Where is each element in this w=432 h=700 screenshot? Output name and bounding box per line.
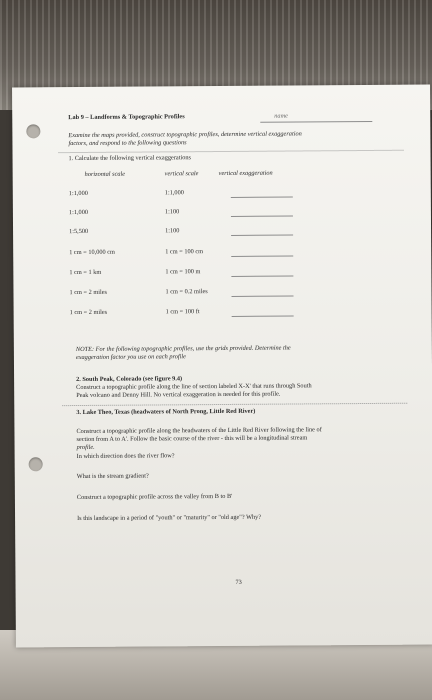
row-5-vertical: 1 cm = 100 m <box>165 268 201 276</box>
row-4-horizontal: 1 cm = 10,000 cm <box>69 248 115 257</box>
row-2-horizontal: 1:1,000 <box>68 208 89 217</box>
row-4-vertical: 1 cm = 100 cm <box>165 248 204 256</box>
q3-line-2: section from A to A'. Follow the basic course of the river - this will be a longitudinal stream <box>76 434 308 444</box>
intro-line-2: factors, and respond to the following questions <box>68 139 187 148</box>
page-number: 73 <box>235 578 242 586</box>
row-3-horizontal: 1:5,500 <box>69 227 89 236</box>
q3-gradient-question: What is the stream gradient? <box>76 472 149 481</box>
punch-hole <box>29 457 43 471</box>
row-2-vertical: 1:100 <box>164 208 180 216</box>
section-divider <box>62 403 407 406</box>
q3-landscape-question: Is this landscape in a period of "youth" or "maturity" or "old age"? Why? <box>77 513 262 523</box>
column-header-horizontal: horizontal scale <box>84 170 126 178</box>
section-divider <box>59 150 404 153</box>
q3-line-1: Construct a topographic profile along the headwaters of the Little Red River following the line of <box>76 426 322 436</box>
row-1-answer-line <box>231 197 293 198</box>
lab-title: Lab 9 – Landforms & Topographic Profiles <box>68 113 185 122</box>
row-7-horizontal: 1 cm = 2 miles <box>69 308 108 317</box>
q3-line-3: profile. <box>76 443 95 452</box>
note-line-2: exaggeration factor you use on each profile <box>75 353 186 362</box>
row-2-answer-line <box>231 216 293 217</box>
row-3-answer-line <box>231 235 293 236</box>
note-line-1: NOTE: For the following topographic profiles, use the grids provided. Determine the <box>75 344 291 354</box>
column-header-exaggeration: vertical exaggeration <box>218 169 273 178</box>
row-4-answer-line <box>231 256 293 257</box>
q2-title: 2. South Peak, Colorado (see figure 9.4) <box>76 375 183 384</box>
row-6-answer-line <box>232 296 294 297</box>
name-label: name <box>274 112 288 120</box>
row-5-answer-line <box>231 276 293 277</box>
q1-title: 1. Calculate the following vertical exaggerations <box>68 154 191 163</box>
intro-line-1: Examine the maps provided, construct topographic profiles, determine vertical exaggeration <box>68 130 302 140</box>
name-field-line <box>260 121 372 123</box>
row-5-horizontal: 1 cm = 1 km <box>69 268 102 277</box>
punch-hole <box>26 124 40 138</box>
q3-direction-question: In which direction does the river flow? <box>76 452 175 461</box>
row-1-horizontal: 1:1,000 <box>68 189 88 198</box>
row-6-vertical: 1 cm = 0.2 miles <box>165 288 208 296</box>
q2-line-2: Peak volcano and Denny Hill. No vertical exaggeration is needed for this profile. <box>76 390 281 400</box>
worksheet-page <box>12 85 432 648</box>
row-3-vertical: 1:100 <box>165 227 180 235</box>
q2-line-1: Construct a topographic profile along the line of section labeled X-X' that runs through South <box>76 382 312 392</box>
row-7-answer-line <box>232 316 294 317</box>
row-1-vertical: 1:1,000 <box>164 189 184 197</box>
row-6-horizontal: 1 cm = 2 miles <box>69 288 107 297</box>
column-header-vertical: vertical scale <box>164 170 199 178</box>
row-7-vertical: 1 cm = 100 ft <box>165 308 200 316</box>
q3-title: 3. Lake Theo, Texas (headwaters of North Prong, Little Red River) <box>76 407 256 417</box>
q3-valley-question: Construct a topographic profile across the valley from B to B' <box>76 492 233 502</box>
